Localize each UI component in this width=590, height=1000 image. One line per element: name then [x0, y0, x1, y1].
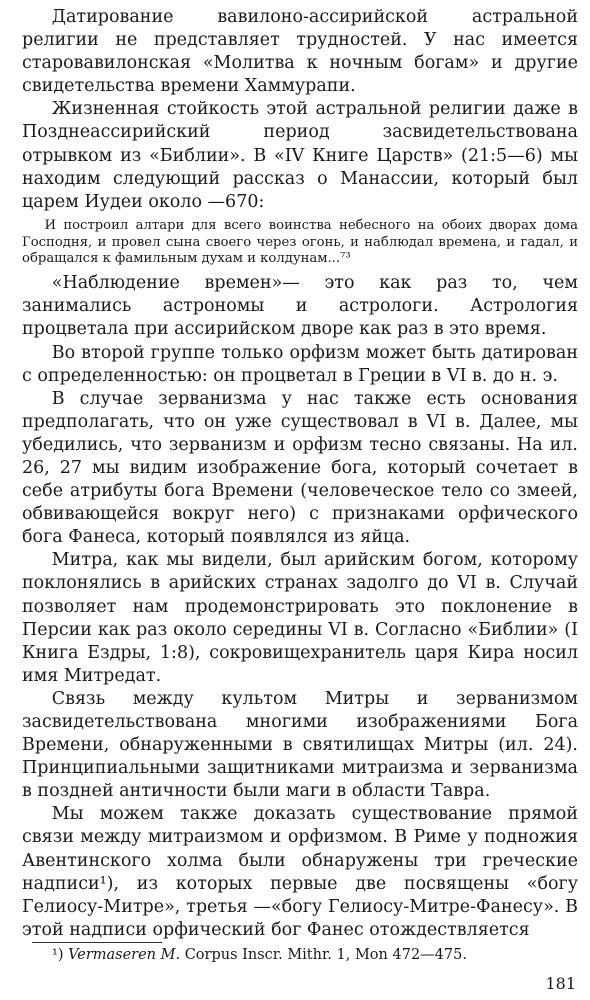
paragraph-zervanism: В случае зерванизма у нас также есть основания предполагать, что он уже существовал в VI в. Далее, мы убедились, что зерванизм и орфизм тесно связаны. На ил. 26, 27 мы видим изображение бога, который сочетает в себе атрибуты бога Времени (человеческое тело со змеей, обвивающейся вокруг него) с признаками орфического бога Фанеса, который появлялся из яйца. [22, 388, 578, 548]
page-number: 181 [545, 974, 576, 993]
paragraph-orphism: Во второй группе только орфизм может быть датирован с определенностью: он процветал в Греции в VI в. до н. э. [22, 342, 578, 386]
page-body [22, 6, 578, 942]
footnote-marker: ¹) [52, 947, 64, 963]
paragraph-dating: Датирование вавилоно-ассирийской астральной религии не представляет трудностей. У нас имеется старовавилонская «Молитва к ночным богам» и другие свидетельства времени Хаммурапи. [22, 7, 578, 97]
footnote-text: Corpus Inscr. Mithr. 1, Mon 472—475. [184, 947, 467, 963]
paragraph-mithraism-orphism: Мы можем также доказать существование прямой связи между митраизмом и орфизмом. В Риме у подножия Авентинского холма были обнаружены три греческие надписи¹), из которых первые две посвящены «богу Гелиосу-Митре», третья —«богу Гелиосу-Митре-Фанесу». В этой надписи орфический бог Фанес отождествляется [22, 804, 578, 940]
paragraph-mithra: Митра, как мы видели, был арийским богом, которому поклонялись в арийских странах задолго до VI в. Случай позволяет нам продемонстрировать это поклонение в Персии как раз около середины VI в. Согласно «Библии» (I Книга Ездры, 1:8), сокровищехранитель царя Кира носил имя Митредат. [22, 550, 578, 686]
paragraph-mithra-zervanism: Связь между культом Митры и зерванизмом засвидетельствована многими изображениями Бога Времени, обнаруженными в святилищах Митры (ил. 24). Принципиальными защитниками митраизма и зерванизма в поздней античности были маги в области Тавра. [22, 688, 578, 802]
bible-quote: И построил алтари для всего воинства небесного на обоих дворах дома Господня, и провел сына своего через огонь, и наблюдал времена, и гадал, и обращался к фамильным духам и колдунам...⁷³ [22, 217, 578, 267]
footnote-divider [32, 942, 162, 943]
footnote-author: Vermaseren M. [68, 947, 181, 963]
paragraph-observing-times: «Наблюдение времен»— это как раз то, чем занимались астрономы и астрологи. Астрология процветала при ассирийском дворе как раз в это время. [22, 273, 578, 340]
paragraph-astral-religion: Жизненная стойкость этой астральной религии даже в Позднеассирийский период засвидетельствована отрывком из «Библии». В «IV Книге Царств» (21:5—6) мы находим следующий рассказ о Манассии, который был царем Иудеи около —670: [22, 99, 578, 212]
footnote [52, 946, 572, 964]
